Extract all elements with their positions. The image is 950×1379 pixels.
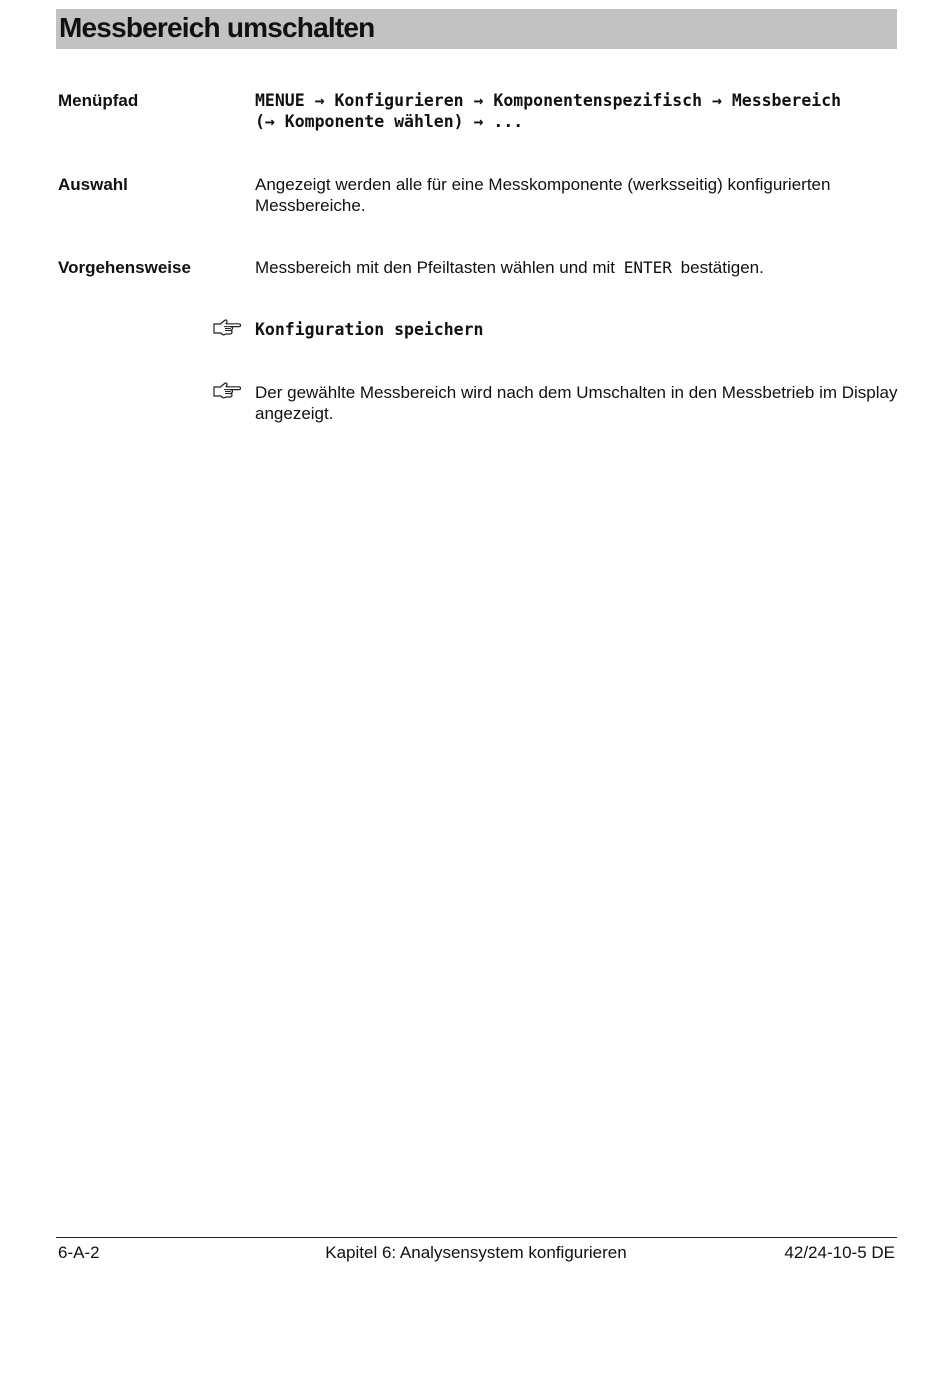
menupath-content [255,90,898,132]
pointing-hand-icon [212,317,242,339]
pointing-hand-icon [212,380,242,402]
page-title: Messbereich umschalten [59,12,375,43]
procedure-text-before: Messbereich mit den Pfeiltasten wählen und mit [255,258,616,277]
enter-key: ENTER [623,258,672,277]
footer-chapter: Kapitel 6: Analysensystem konfigurieren [325,1243,627,1262]
footer-divider [56,1237,897,1238]
procedure-text [255,257,898,278]
note-text: Der gewählte Messbereich wird nach dem Umschalten in den Messbetrieb im Display angezeigt. [255,383,898,423]
note-text: Konfiguration speichern [255,320,484,339]
selection-text: Angezeigt werden alle für eine Messkomponente (werksseitig) konfigurierten Messbereiche. [255,175,831,215]
footer-doc-id: 42/24-10-5 DE [784,1243,895,1262]
selection-label: Auswahl [58,175,128,194]
page-title-bar [56,9,897,49]
procedure-label: Vorgehensweise [58,258,191,277]
menupath-label: Menüpfad [58,91,139,110]
menupath-line-2: (→ Komponente wählen) → ... [255,112,524,131]
footer-page-number: 6-A-2 [58,1243,100,1262]
procedure-text-after: bestätigen. [680,258,764,277]
menupath-line-1: MENUE → Konfigurieren → Komponentenspezifisch → Messbereich [255,91,842,110]
